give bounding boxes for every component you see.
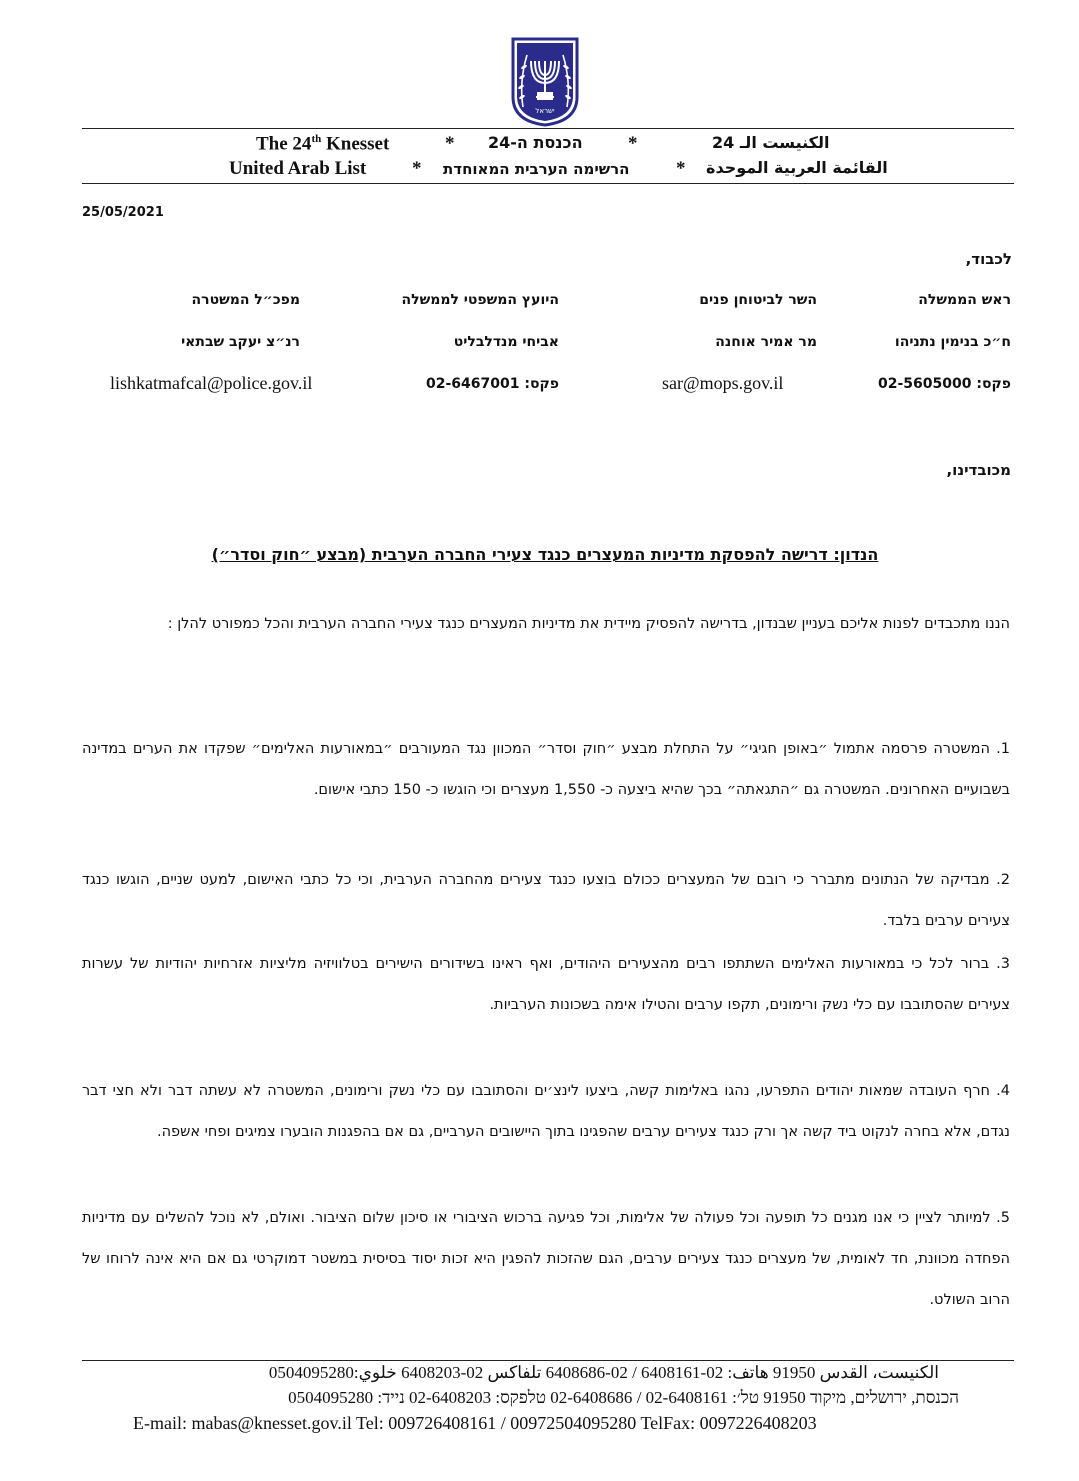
party-en: United Arab List	[229, 158, 367, 179]
recipient-title: מפכ״ל המשטרה	[191, 292, 300, 308]
footer-english: E-mail: mabas@knesset.gov.il Tel: 009726408161 / 00972504095280 TelFax: 0097226408203	[133, 1413, 817, 1433]
emblem-inscription: ישראל	[535, 107, 555, 115]
footer-hebrew: הכנסת, ירושלים, מיקוד 91950 טל׳: 02-6408161 / 02-6408686 טלפקס: 02-6408203 נייד: 0504095280	[288, 1388, 959, 1407]
recipient-name: אביחי מנדלבליט	[453, 334, 559, 350]
header-bottom-rule	[82, 183, 1014, 184]
state-emblem-icon	[509, 37, 581, 127]
knesset-he: הכנסת ה-24	[488, 133, 583, 152]
header-top-rule	[82, 128, 1014, 129]
separator: *	[445, 133, 455, 154]
recipient-name: ח״כ בנימין נתניהו	[894, 334, 1011, 350]
numbered-item: 1. המשטרה פרסמה אתמול ״באופן חגיגי״ על התחלת מבצע ״חוק וסדר״ המכוון נגד המעורבים ״במאורעות האלימים״ שפקדו את הערים במדינה בשבועיים האחרונים. המשטרה גם ״התגאתה״ בכך שהיא ביצעה כ- 1,550 מעצרים וכי הוגשו כ- 150 כתבי אישום.	[82, 741, 1010, 798]
party-he: הרשימה הערבית המאוחדת	[443, 160, 630, 178]
party-ar: القائمة العربية الموحدة	[706, 158, 888, 177]
knesset-en: The 24th Knesset	[256, 133, 390, 155]
footer-rule	[82, 1360, 1014, 1361]
intro-paragraph: הננו מתכבדים לפנות אליכם בעניין שבנדון, בדרישה להפסיק מיידית את מדיניות המעצרים כנגד צעירי החברה הערבית והכל כמפורט להלן :	[167, 616, 1010, 632]
recipient-title: השר לביטוחן פנים	[699, 292, 817, 308]
greeting: מכובדינו,	[946, 461, 1011, 479]
recipient-name: מר אמיר אוחנה	[715, 334, 817, 350]
numbered-item: 3. ברור לכל כי במאורעות האלימים השתתפו רבים מהצעירים היהודים, ואף ראינו בשידורים הישירים בטלוויזיה מליציות אזרחיות יהודיות של עשרות צעירים שהסתובבו עם כלי נשק ורימונים, תקפו ערבים והטילו אימה בשכונות הערביות.	[82, 956, 1010, 1013]
recipient-fax: פקס: 02-5605000	[878, 376, 1011, 392]
numbered-item: 2. מבדיקה של הנתונים מתברר כי רובם של המעצרים ככולם בוצעו כנגד צעירים מהחברה הערבית, וכי כל כתבי האישום, למעט שניים, הוגשו כנגד צעירים ערבים בלבד.	[82, 872, 1010, 929]
recipient-fax: פקס: 02-6467001	[426, 376, 559, 392]
recipient-title: ראש הממשלה	[918, 292, 1011, 308]
numbered-item: 5. למיותר לציין כי אנו מגנים כל תופעה וכל פעולה של אלימות, וכל פגיעה ברכוש הציבורי או סיכון שלום הציבור. ואולם, לא נוכל להשלים עם מדיניות הפחדה מכוונת, חד לאומית, של מעצרים כנגד צעירים ערבים, הגם שהזכות להפגין היא זכות יסוד בסיסית במשטר דמוקרטי גם אם היא אינה לרוחו של הרוב השולט.	[82, 1210, 1010, 1308]
recipient-email[interactable]: lishkatmafcal@police.gov.il	[110, 373, 313, 393]
recipient-title: היועץ המשפטי לממשלה	[401, 292, 559, 308]
numbered-item: 4. חרף העובדה שמאות יהודים התפרעו, נהגו באלימות קשה, ביצעו לינצ׳ים והסתובבו עם כלי נשק ורימונים, המשטרה לא עשתה דבר ולא חצי דבר נגדם, אלא בחרה לנקוט ביד קשה אך ורק כנגד צעירים ערבים שהפגינו בתוך היישובים הערביים, גם אם בהפגנות הובערו צמיגים ופחי אשפה.	[82, 1083, 1010, 1140]
separator: *	[412, 158, 422, 179]
salutation-to: לכבוד,	[965, 250, 1012, 268]
recipient-name: רנ״צ יעקב שבתאי	[181, 334, 300, 350]
separator: *	[628, 133, 638, 154]
footer-arabic: الكنيست، القدس 91950 هاتف: 02-6408161 / 02-6408686 تلفاكس 02-6408203 خلوي:0504095280	[268, 1363, 939, 1382]
recipient-email[interactable]: sar@mops.gov.il	[662, 373, 784, 393]
knesset-ar: الكنيست الـ 24	[712, 133, 830, 152]
letter-date: 25/05/2021	[82, 205, 164, 220]
separator: *	[676, 158, 686, 179]
letter-subject: הנדון: דרישה להפסקת מדיניות המעצרים כנגד צעירי החברה הערבית (מבצע ״חוק וסדר״)	[211, 545, 879, 564]
